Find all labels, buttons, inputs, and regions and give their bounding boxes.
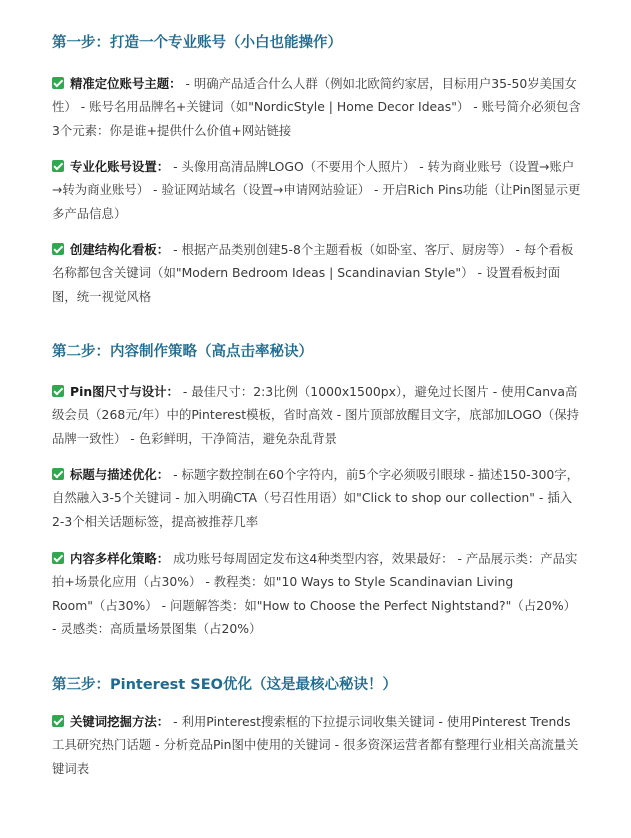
item-label: Pin图尺寸与设计 bbox=[70, 384, 167, 399]
list-item: 精准定位账号主题： - 明确产品适合什么人群（例如北欧简约家居，目标用户35-50岁美国女性） - 账号名用品牌名+关键词（如"NordicStyle | Home Decor Ideas"） - 账号简介必须包含3个元素：你是谁+提供什么价值+网站链接 bbox=[52, 76, 581, 138]
check-mark-icon bbox=[52, 243, 64, 255]
check-mark-icon bbox=[52, 552, 64, 564]
list-item: 专业化账号设置： - 头像用高清品牌LOGO（不要用个人照片） - 转为商业账号（设置→账户→转为商业账号） - 验证网站域名（设置→申请网站验证） - 开启Rich Pins功能（让Pin图显示更多产品信息） bbox=[52, 159, 581, 221]
list-item: 内容多样化策略： 成功账号每周固定发布这4种类型内容，效果最好： - 产品展示类：产品实拍+场景化应用（占30%） - 教程类：如"10 Ways to Style Scandinavian Living Room"（占30%） - 问题解答类：如"How to Choose the Perfect Nightstand?"（占20%） - 灵感类：高质量场景图集（占20%） bbox=[52, 551, 578, 636]
item-text: - 根据产品类别创建5-8个主题看板（如卧室、客厅、厨房等） - 每个看板名称都包含关键词（如"Modern Bedroom Ideas | Scandinavian Style"） - 设置看板封面图，统一视觉风格 bbox=[52, 242, 574, 304]
list-item: 创建结构化看板： - 根据产品类别创建5-8个主题看板（如卧室、客厅、厨房等） - 每个看板名称都包含关键词（如"Modern Bedroom Ideas | Scandinavian Style"） - 设置看板封面图，统一视觉风格 bbox=[52, 242, 574, 304]
item-label: 创建结构化看板 bbox=[70, 242, 157, 257]
item-text: - 头像用高清品牌LOGO（不要用个人照片） - 转为商业账号（设置→账户→转为商业账号） - 验证网站域名（设置→申请网站验证） - 开启Rich Pins功能（让Pin图显示更多产品信息） bbox=[52, 159, 581, 221]
item-text: - 最佳尺寸：2:3比例（1000x1500px），避免过长图片 - 使用Canva高级会员（268元/年）中的Pinterest模板，省时高效 - 图片顶部放醒目文字，底部加LOGO（保持品牌一致性） - 色彩鲜明，干净简洁，避免杂乱背景 bbox=[52, 384, 579, 446]
section-title-step-3: 第三步：Pinterest SEO优化（这是最核心秘诀！） bbox=[52, 677, 397, 693]
item-text: 成功账号每周固定发布这4种类型内容，效果最好： - 产品展示类：产品实拍+场景化应用（占30%） - 教程类：如"10 Ways to Style Scandinavian Living Room"（占30%） - 问题解答类：如"How to Choose the Perfect Nightstand?"（占20%） - 灵感类：高质量场景图集（占20%） bbox=[52, 551, 578, 636]
item-text: - 利用Pinterest搜索框的下拉提示词收集关键词 - 使用Pinterest Trends工具研究热门话题 - 分析竞品Pin图中使用的关键词 - 很多资深运营者都有整理行业相关高流量关键词表 bbox=[52, 714, 579, 776]
check-mark-icon bbox=[52, 468, 64, 480]
item-text: - 标题字数控制在60个字符内，前5个字必须吸引眼球 - 描述150-300字，自然融入3-5个关键词 - 加入明确CTA（号召性用语）如"Click to shop our collection" - 插入2-3个相关话题标签，提高被推荐几率 bbox=[52, 467, 580, 529]
check-mark-icon bbox=[52, 715, 64, 727]
item-label: 标题与描述优化 bbox=[70, 467, 157, 482]
item-label: 精准定位账号主题 bbox=[70, 76, 170, 91]
list-item: Pin图尺寸与设计： - 最佳尺寸：2:3比例（1000x1500px），避免过长图片 - 使用Canva高级会员（268元/年）中的Pinterest模板，省时高效 - 图片顶部放醒目文字，底部加LOGO（保持品牌一致性） - 色彩鲜明，干净简洁，避免杂乱背景 bbox=[52, 384, 579, 446]
section-title-step-2: 第二步：内容制作策略（高点击率秘诀） bbox=[52, 344, 313, 360]
item-label: 内容多样化策略 bbox=[70, 551, 157, 566]
item-label: 关键词挖掘方法 bbox=[70, 714, 157, 729]
list-item: 标题与描述优化： - 标题字数控制在60个字符内，前5个字必须吸引眼球 - 描述150-300字，自然融入3-5个关键词 - 加入明确CTA（号召性用语）如"Click to shop our collection" - 插入2-3个相关话题标签，提高被推荐几率 bbox=[52, 467, 580, 529]
section-title-step-1: 第一步：打造一个专业账号（小白也能操作） bbox=[52, 35, 342, 51]
check-mark-icon bbox=[52, 385, 64, 397]
item-text: - 明确产品适合什么人群（例如北欧简约家居，目标用户35-50岁美国女性） - 账号名用品牌名+关键词（如"NordicStyle | Home Decor Ideas"） - 账号简介必须包含3个元素：你是谁+提供什么价值+网站链接 bbox=[52, 76, 581, 138]
item-label: 专业化账号设置 bbox=[70, 159, 157, 174]
check-mark-icon bbox=[52, 160, 64, 172]
list-item: 关键词挖掘方法： - 利用Pinterest搜索框的下拉提示词收集关键词 - 使用Pinterest Trends工具研究热门话题 - 分析竞品Pin图中使用的关键词 - 很多资深运营者都有整理行业相关高流量关键词表 bbox=[52, 714, 579, 776]
check-mark-icon bbox=[52, 77, 64, 89]
